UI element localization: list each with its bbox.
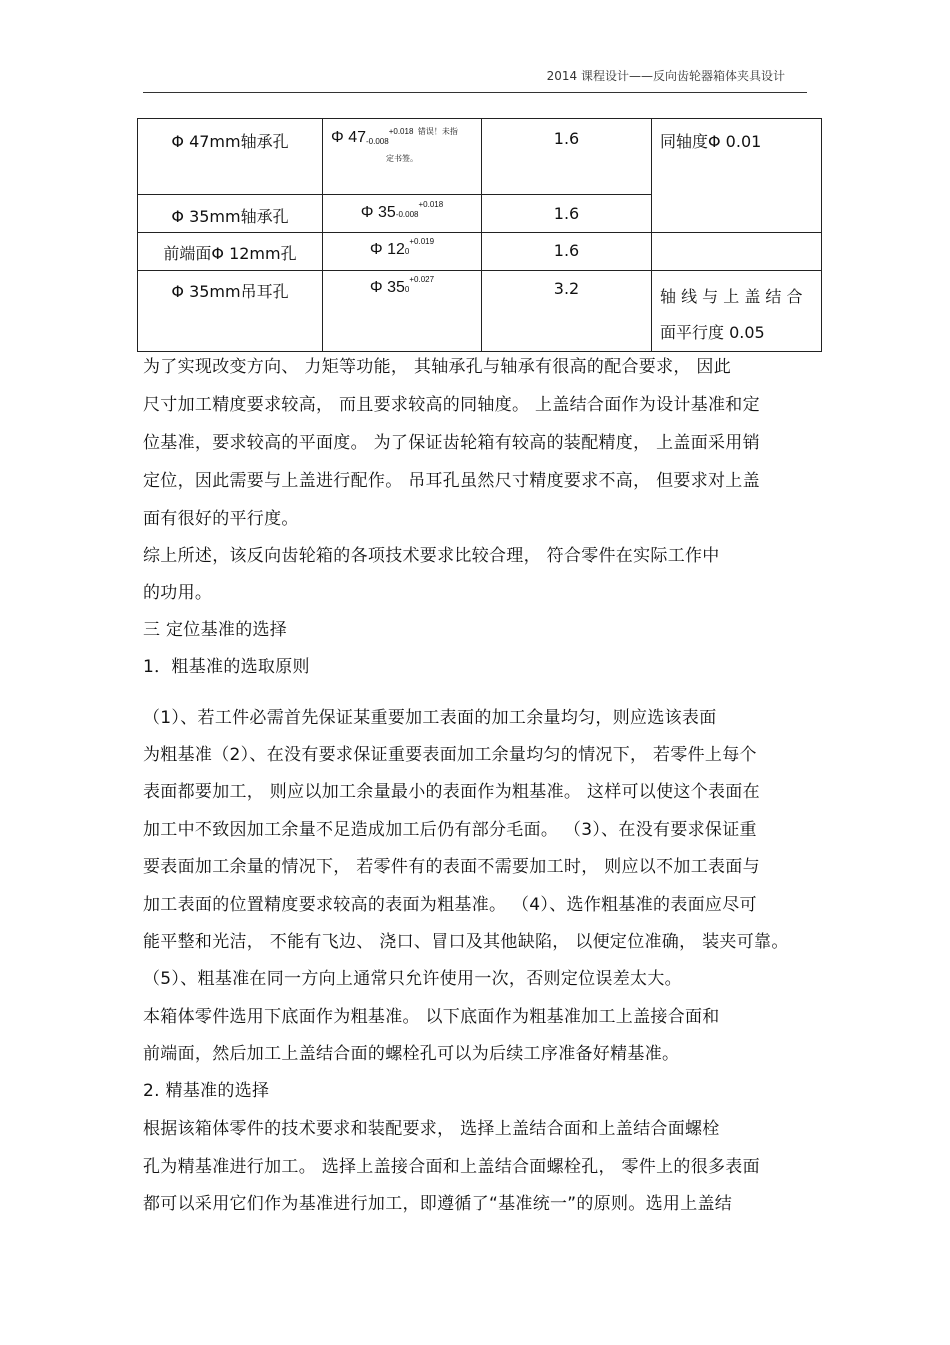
requirement-line: 轴 线 与 上 盖 结 合: [660, 287, 803, 306]
tolerance-table: [137, 118, 822, 352]
surface-name: 前端面Φ 12mm孔: [163, 244, 297, 263]
table-row: [138, 119, 822, 195]
roughness-cell: [482, 195, 652, 233]
tolerance-cell: [323, 233, 482, 271]
tolerance-base: Φ 12: [369, 241, 405, 258]
section-heading: 三 定位基准的选择: [143, 620, 288, 640]
text-line: 定位，因此需要与上盖进行配作。 吊耳孔虽然尺寸精度要求不高， 但要求对上盖: [143, 471, 760, 491]
surface-name-cell: [138, 119, 323, 195]
tolerance-base: Φ 35: [369, 279, 405, 296]
surface-name: Φ 35mm轴承孔: [171, 207, 289, 226]
requirement-cell: [652, 233, 822, 271]
requirement-cell: [652, 271, 822, 352]
tolerance-lower: -0.008: [366, 137, 389, 146]
surface-name: Φ 47mm轴承孔: [171, 132, 289, 151]
header-title: 2014 课程设计——反向齿轮器箱体夹具设计: [546, 69, 785, 83]
tolerance-cell: [323, 195, 482, 233]
text-line: 综上所述，该反向齿轮箱的各项技术要求比较合理， 符合零件在实际工作中: [143, 546, 720, 566]
text-line: 本箱体零件选用下底面作为粗基准。 以下底面作为粗基准加工上盖接合面和: [143, 1007, 720, 1027]
tolerance-base: Φ 47: [331, 129, 367, 146]
text-line: 根据该箱体零件的技术要求和装配要求， 选择上盖结合面和上盖结合面螺栓: [143, 1119, 720, 1139]
tolerance-lower: 0: [404, 285, 410, 294]
requirement-cell: [652, 119, 822, 233]
surface-name-cell: [138, 233, 323, 271]
surface-name-cell: [138, 195, 323, 233]
tolerance-lower: -0.008: [395, 210, 419, 219]
text-line: 位基准，要求较高的平面度。 为了保证齿轮箱有较高的装配精度， 上盖面采用销: [143, 433, 760, 453]
tolerance-upper: +0.018: [388, 127, 414, 136]
requirement-line: 面平行度 0.05: [660, 323, 765, 342]
requirement-text: 同轴度Φ 0.01: [660, 132, 762, 151]
error-note-cont: 定书签。: [386, 154, 418, 163]
text-line: 表面都要加工， 则应以加工余量最小的表面作为粗基准。 这样可以使这个表面在: [143, 782, 760, 802]
roughness-value: 1.6: [553, 204, 580, 223]
error-note: 错误！未指: [417, 127, 458, 136]
tolerance-cell: [323, 271, 482, 352]
text-line: 孔为精基准进行加工。 选择上盖接合面和上盖结合面螺栓孔， 零件上的很多表面: [143, 1157, 760, 1177]
roughness-value: 1.6: [553, 241, 580, 260]
text-line: 为粗基准（2）、在没有要求保证重要表面加工余量均匀的情况下， 若零件上每个: [143, 745, 757, 765]
roughness-cell: [482, 119, 652, 195]
surface-name: Φ 35mm吊耳孔: [171, 282, 289, 301]
roughness-value: 1.6: [553, 129, 580, 148]
text-line: 要表面加工余量的情况下， 若零件有的表面不需要加工时， 则应以不加工表面与: [143, 857, 760, 877]
roughness-value: 3.2: [553, 279, 580, 298]
text-line: 为了实现改变方向、 力矩等功能， 其轴承孔与轴承有很高的配合要求， 因此: [143, 357, 732, 377]
subsection-heading: 1．粗基准的选取原则: [143, 657, 310, 677]
text-line: 都可以采用它们作为基准进行加工，即遵循了“基准统一”的原则。选用上盖结: [143, 1194, 733, 1214]
tolerance-base: Φ 35: [360, 204, 396, 221]
text-line: （5）、粗基准在同一方向上通常只允许使用一次，否则定位误差太大。: [143, 969, 682, 989]
roughness-cell: [482, 271, 652, 352]
text-line: 加工表面的位置精度要求较高的表面为粗基准。 （4）、选作粗基准的表面应尽可: [143, 895, 757, 915]
roughness-cell: [482, 233, 652, 271]
tolerance-cell: [323, 119, 482, 195]
text-line: 能平整和光洁， 不能有飞边、 浇口、冒口及其他缺陷， 以便定位准确， 装夹可靠。: [143, 932, 789, 952]
tolerance-upper: +0.027: [409, 275, 435, 284]
table-row: [138, 233, 822, 271]
text-line: 面有很好的平行度。: [143, 509, 299, 529]
surface-name-cell: [138, 271, 323, 352]
text-line: 的功用。: [143, 583, 213, 603]
page-header: [143, 64, 807, 93]
subsection-heading: 2. 精基准的选择: [143, 1081, 270, 1101]
text-line: 前端面，然后加工上盖结合面的螺栓孔可以为后续工序准备好精基准。: [143, 1044, 680, 1064]
tolerance-upper: +0.019: [409, 237, 435, 246]
table-row: [138, 271, 822, 352]
text-line: 尺寸加工精度要求较高， 而且要求较高的同轴度。 上盖结合面作为设计基准和定: [143, 395, 760, 415]
text-line: 加工中不致因加工余量不足造成加工后仍有部分毛面。 （3）、在没有要求保证重: [143, 820, 757, 840]
tolerance-lower: 0: [404, 247, 410, 256]
tolerance-upper: +0.018: [418, 200, 444, 209]
text-line: （1）、若工件必需首先保证某重要加工表面的加工余量均匀，则应选该表面: [143, 708, 717, 728]
